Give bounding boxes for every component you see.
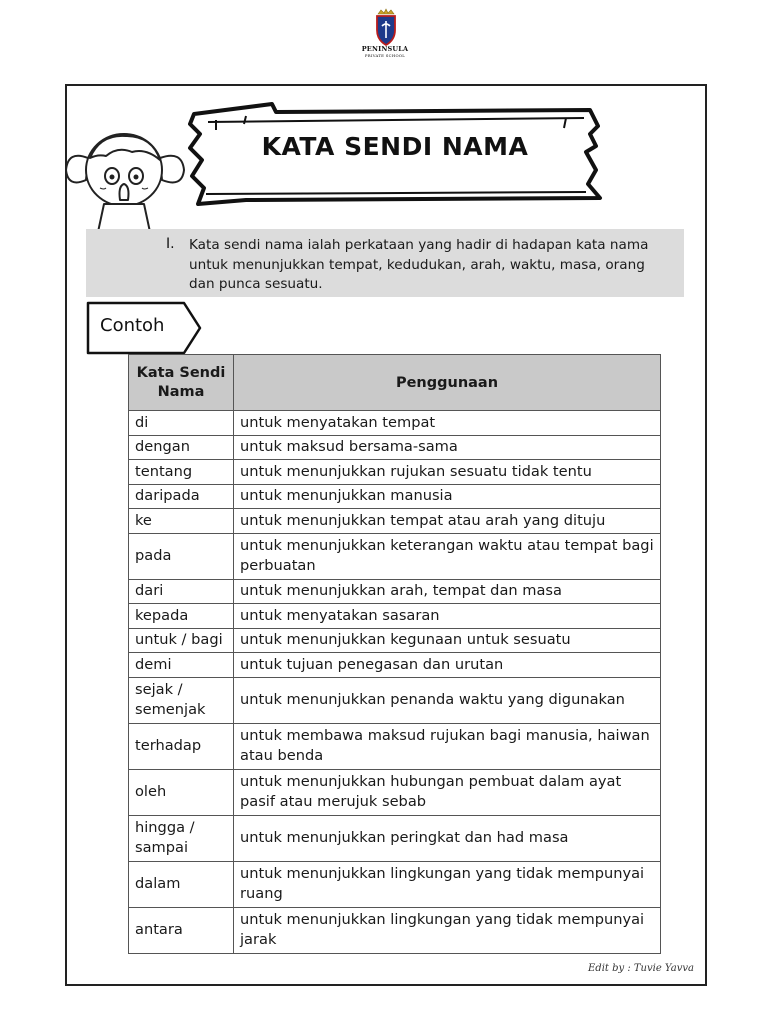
- table-row: [129, 815, 661, 861]
- header-penggunaan: Penggunaan: [234, 355, 661, 411]
- table-row: [129, 907, 661, 953]
- cell-kata-sendi: antara: [129, 907, 234, 953]
- table-row: [129, 411, 661, 436]
- school-name: PENINSULA: [361, 45, 409, 53]
- cell-kata-sendi: sejak / semenjak: [129, 677, 234, 723]
- table-row: [129, 861, 661, 907]
- cell-kata-sendi: dari: [129, 579, 234, 604]
- example-label: Contoh: [100, 315, 165, 336]
- table-row: [129, 460, 661, 485]
- table-header-row: [129, 355, 661, 411]
- cell-kata-sendi: oleh: [129, 769, 234, 815]
- table-row: [129, 533, 661, 579]
- cell-penggunaan: untuk menunjukkan arah, tempat dan masa: [234, 579, 661, 604]
- cell-penggunaan: untuk menunjukkan manusia: [234, 484, 661, 509]
- cell-penggunaan: untuk menunjukkan tempat atau arah yang dituju: [234, 509, 661, 534]
- cell-penggunaan: untuk menunjukkan hubungan pembuat dalam ayat pasif atau merujuk sebab: [234, 769, 661, 815]
- table-row: [129, 628, 661, 653]
- cell-kata-sendi: dalam: [129, 861, 234, 907]
- table-row: [129, 604, 661, 629]
- table-row: [129, 723, 661, 769]
- editor-signature: Edit by : Tuvie Yavva: [588, 963, 694, 974]
- cell-kata-sendi: kepada: [129, 604, 234, 629]
- cell-kata-sendi: demi: [129, 653, 234, 678]
- school-subtitle: PRIVATE SCHOOL: [364, 53, 406, 58]
- cell-penggunaan: untuk menunjukkan kegunaan untuk sesuatu: [234, 628, 661, 653]
- table-row: [129, 769, 661, 815]
- cell-kata-sendi: untuk / bagi: [129, 628, 234, 653]
- table-row: [129, 435, 661, 460]
- cell-penggunaan: untuk menunjukkan rujukan sesuatu tidak tentu: [234, 460, 661, 485]
- cell-kata-sendi: tentang: [129, 460, 234, 485]
- definition-text: Kata sendi nama ialah perkataan yang hadir di hadapan kata nama untuk menunjukkan tempat, kedudukan, arah, waktu, masa, orang dan punca sesuatu.: [189, 237, 649, 292]
- cell-penggunaan: untuk menyatakan tempat: [234, 411, 661, 436]
- cell-penggunaan: untuk menunjukkan keterangan waktu atau tempat bagi perbuatan: [234, 533, 661, 579]
- cell-penggunaan: untuk menunjukkan penanda waktu yang digunakan: [234, 677, 661, 723]
- cell-penggunaan: untuk menunjukkan lingkungan yang tidak mempunyai jarak: [234, 907, 661, 953]
- cell-penggunaan: untuk membawa maksud rujukan bagi manusia, haiwan atau benda: [234, 723, 661, 769]
- table-row: [129, 509, 661, 534]
- cell-penggunaan: untuk menunjukkan peringkat dan had masa: [234, 815, 661, 861]
- preposition-table: [128, 354, 661, 954]
- definition-number: I.: [166, 236, 175, 252]
- table-row: [129, 579, 661, 604]
- cell-kata-sendi: ke: [129, 509, 234, 534]
- table-row: [129, 484, 661, 509]
- cell-kata-sendi: pada: [129, 533, 234, 579]
- cell-kata-sendi: daripada: [129, 484, 234, 509]
- cell-kata-sendi: hingga / sampai: [129, 815, 234, 861]
- table-row: [129, 677, 661, 723]
- cell-kata-sendi: dengan: [129, 435, 234, 460]
- cell-penggunaan: untuk menunjukkan lingkungan yang tidak mempunyai ruang: [234, 861, 661, 907]
- cell-penggunaan: untuk maksud bersama-sama: [234, 435, 661, 460]
- cell-kata-sendi: terhadap: [129, 723, 234, 769]
- header-kata-sendi-nama: Kata Sendi Nama: [129, 355, 234, 411]
- cell-penggunaan: untuk tujuan penegasan dan urutan: [234, 653, 661, 678]
- cell-kata-sendi: di: [129, 411, 234, 436]
- page-title: KATA SENDI NAMA: [261, 132, 529, 161]
- table-row: [129, 653, 661, 678]
- cell-penggunaan: untuk menyatakan sasaran: [234, 604, 661, 629]
